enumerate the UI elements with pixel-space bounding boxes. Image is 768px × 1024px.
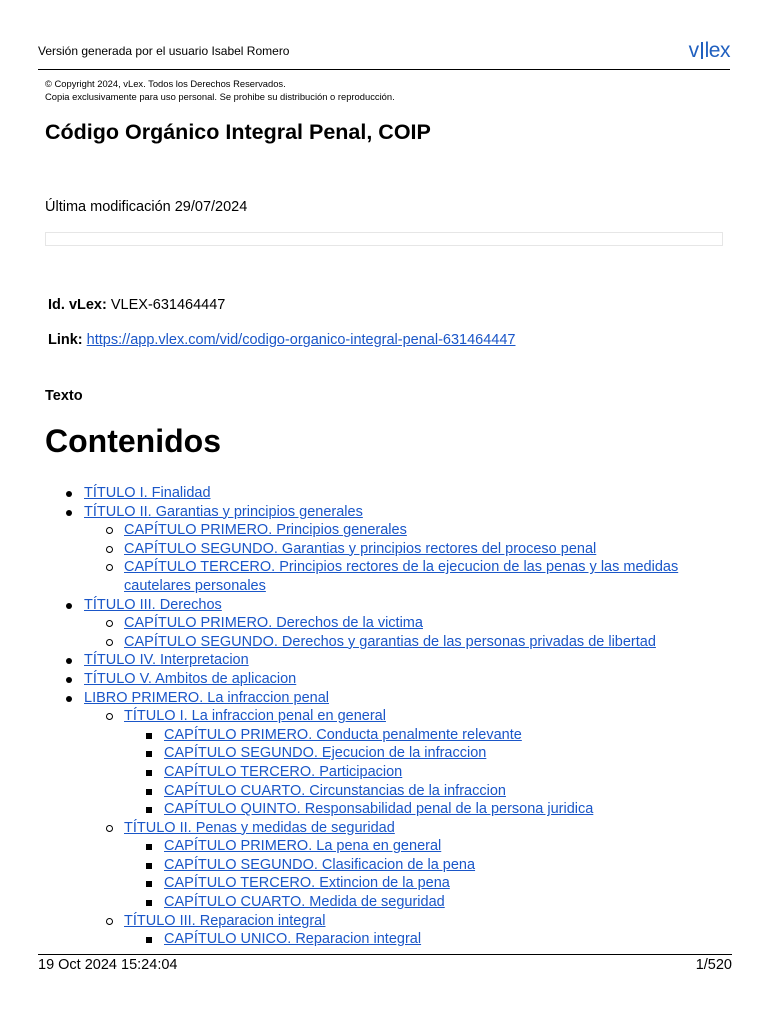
bullet-square-icon <box>146 863 152 869</box>
toc-item <box>0 856 768 875</box>
document-url-link[interactable]: https://app.vlex.com/vid/codigo-organico-integral-penal-631464447 <box>86 332 516 348</box>
logo-bar-icon <box>701 42 703 59</box>
bullet-square-icon <box>146 789 152 795</box>
toc-item <box>0 558 684 595</box>
toc-link[interactable]: CAPÍTULO SEGUNDO. Ejecucion de la infraccion <box>164 745 487 762</box>
toc-link[interactable]: CAPÍTULO TERCERO. Participacion <box>164 763 403 780</box>
toc-link[interactable]: TÍTULO V. Ambitos de aplicacion <box>84 670 297 687</box>
vlex-id-label: Id. vLex: <box>48 297 107 313</box>
bullet-disc-icon <box>66 677 72 683</box>
bullet-square-icon <box>146 751 152 757</box>
generation-timestamp: 19 Oct 2024 15:24:04 <box>38 957 178 973</box>
toc-link[interactable]: TÍTULO I. Finalidad <box>84 485 211 501</box>
toc-item <box>0 763 768 782</box>
toc-item <box>0 837 768 856</box>
toc-item <box>0 744 768 763</box>
toc-link[interactable]: CAPÍTULO PRIMERO. Principios generales <box>124 522 407 539</box>
contents-heading: Contenidos <box>45 423 221 459</box>
toc-item <box>0 484 768 503</box>
page-header <box>38 39 730 70</box>
bullet-disc-icon <box>66 603 72 609</box>
bullet-disc-icon <box>66 510 72 516</box>
toc-link[interactable]: TÍTULO I. La infraccion penal en general <box>124 708 386 725</box>
vlex-id-line <box>48 297 225 313</box>
toc-link[interactable]: TÍTULO II. Penas y medidas de seguridad <box>124 819 395 836</box>
toc-item <box>0 874 768 893</box>
page-footer <box>38 954 732 973</box>
section-label: Texto <box>45 388 83 404</box>
toc-link[interactable]: TÍTULO IV. Interpretacion <box>84 652 249 669</box>
toc-item <box>0 726 768 745</box>
vlex-id-value: VLEX-631464447 <box>110 297 226 313</box>
toc-link[interactable]: CAPÍTULO TERCERO. Principios rectores de la ejecucion de las penas y las medidas cautelares personales <box>124 559 679 594</box>
link-label: Link: <box>48 332 83 348</box>
toc-link[interactable]: CAPÍTULO SEGUNDO. Derechos y garantias de las personas privadas de libertad <box>124 633 656 650</box>
toc-link[interactable]: CAPÍTULO QUINTO. Responsabilidad penal de la persona juridica <box>164 801 594 818</box>
toc-item <box>0 540 768 559</box>
vlex-logo[interactable]: v lex <box>688 39 730 62</box>
toc-link[interactable]: CAPÍTULO UNICO. Reparacion integral <box>164 931 422 948</box>
copyright-notice <box>45 77 395 103</box>
bullet-circle-icon <box>106 825 113 832</box>
bullet-circle-icon <box>106 564 113 571</box>
toc-link[interactable]: CAPÍTULO TERCERO. Extincion de la pena <box>164 875 450 892</box>
toc-item <box>0 633 768 652</box>
last-modified: Última modificación 29/07/2024 <box>45 199 248 215</box>
toc-item <box>0 614 768 633</box>
toc-link[interactable]: CAPÍTULO SEGUNDO. Clasificacion de la pena <box>164 856 476 873</box>
bullet-circle-icon <box>106 918 113 925</box>
toc-link[interactable]: TÍTULO III. Reparacion integral <box>124 912 326 929</box>
toc-link[interactable]: LIBRO PRIMERO. La infraccion penal <box>84 689 329 706</box>
toc-item <box>0 521 768 540</box>
bullet-square-icon <box>146 733 152 739</box>
empty-info-box <box>45 232 723 246</box>
toc-link[interactable]: CAPÍTULO PRIMERO. La pena en general <box>164 838 442 855</box>
bullet-circle-icon <box>106 527 113 534</box>
toc-item <box>0 782 768 801</box>
toc-link[interactable]: CAPÍTULO CUARTO. Circunstancias de la infraccion <box>164 782 506 799</box>
document-title: Código Orgánico Integral Penal, COIP <box>45 120 431 144</box>
bullet-circle-icon <box>106 639 113 646</box>
toc-item <box>0 670 768 689</box>
toc-link[interactable]: CAPÍTULO SEGUNDO. Garantias y principios rectores del proceso penal <box>124 540 597 557</box>
toc-item <box>0 930 768 949</box>
bullet-square-icon <box>146 844 152 850</box>
document-link-line <box>48 332 516 348</box>
toc-link[interactable]: CAPÍTULO CUARTO. Medida de seguridad <box>164 894 445 911</box>
toc-link[interactable]: TÍTULO II. Garantias y principios generales <box>84 503 363 520</box>
bullet-square-icon <box>146 900 152 906</box>
toc-item <box>0 651 768 670</box>
toc-link[interactable]: CAPÍTULO PRIMERO. Conducta penalmente relevante <box>164 726 522 743</box>
bullet-disc-icon <box>66 696 72 702</box>
copyright-line: © Copyright 2024, vLex. Todos los Derechos Reservados. <box>45 78 286 89</box>
bullet-circle-icon <box>106 546 113 553</box>
bullet-square-icon <box>146 770 152 776</box>
bullet-circle-icon <box>106 713 113 720</box>
toc-link[interactable]: TÍTULO III. Derechos <box>84 596 222 613</box>
bullet-square-icon <box>146 881 152 887</box>
toc-item <box>0 689 768 708</box>
toc-item <box>0 893 768 912</box>
page-number: 1/520 <box>695 957 732 973</box>
toc-item <box>0 912 768 931</box>
bullet-square-icon <box>146 807 152 813</box>
toc-item <box>0 503 768 522</box>
table-of-contents <box>0 484 768 949</box>
bullet-square-icon <box>146 937 152 943</box>
bullet-disc-icon <box>66 658 72 664</box>
generated-by-text: Versión generada por el usuario Isabel Romero <box>38 44 290 58</box>
toc-item <box>0 707 768 726</box>
bullet-disc-icon <box>66 491 72 497</box>
toc-item <box>0 596 768 615</box>
toc-item <box>0 800 768 819</box>
toc-item <box>0 819 768 838</box>
toc-link[interactable]: CAPÍTULO PRIMERO. Derechos de la victima <box>124 615 423 632</box>
usage-notice-line: Copia exclusivamente para uso personal. Se prohibe su distribución o reproducción. <box>45 91 395 102</box>
bullet-circle-icon <box>106 620 113 627</box>
